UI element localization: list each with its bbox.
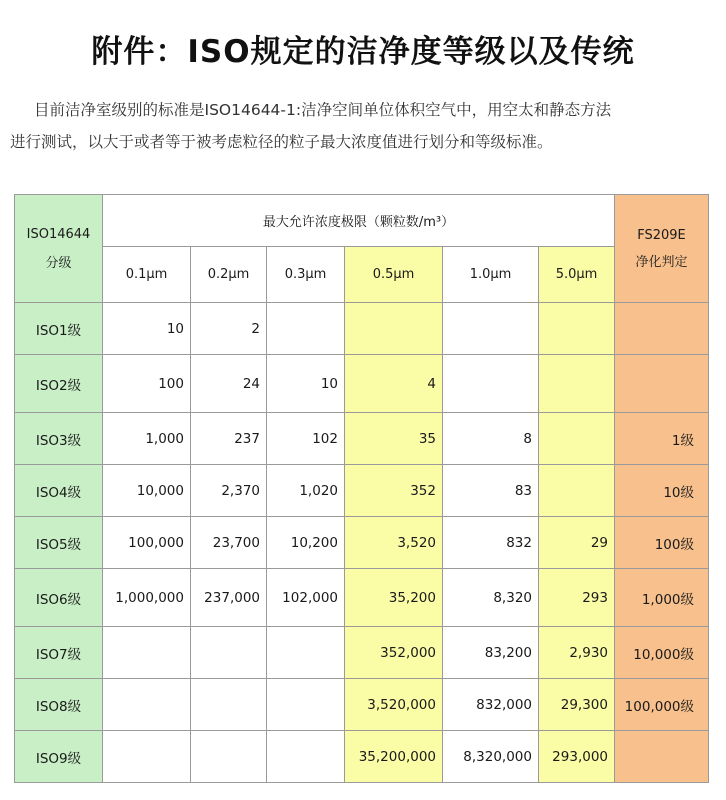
grade-cell: ISO8级 (15, 679, 103, 731)
particle-size-header: 0.1μm (103, 247, 191, 303)
concentration-cell (103, 731, 191, 783)
particle-size-header: 0.5μm (345, 247, 443, 303)
grade-cell: ISO2级 (15, 355, 103, 413)
fs209e-cell (615, 731, 709, 783)
concentration-cell: 10 (267, 355, 345, 413)
concentration-cell (539, 303, 615, 355)
concentration-cell: 1,000 (103, 413, 191, 465)
concentration-cell: 237,000 (191, 569, 267, 627)
concentration-cell: 3,520,000 (345, 679, 443, 731)
concentration-cell (539, 465, 615, 517)
concentration-cell (103, 627, 191, 679)
concentration-cell (267, 679, 345, 731)
concentration-cell: 8,320,000 (443, 731, 539, 783)
concentration-group-header: 最大允许浓度极限（颗粒数/m³） (103, 195, 615, 247)
fs209e-cell: 1级 (615, 413, 709, 465)
intro-line-1: 目前洁净室级别的标准是ISO14644-1:洁净空间单位体积空气中，用空太和静态方法 (34, 101, 612, 119)
fs209e-cell (615, 355, 709, 413)
fs209e-cell: 100,000级 (615, 679, 709, 731)
concentration-cell: 10,200 (267, 517, 345, 569)
grade-cell: ISO7级 (15, 627, 103, 679)
intro-paragraph (10, 94, 720, 158)
concentration-cell: 35 (345, 413, 443, 465)
concentration-cell: 293 (539, 569, 615, 627)
concentration-cell: 2,930 (539, 627, 615, 679)
grade-cell: ISO5级 (15, 517, 103, 569)
concentration-cell: 4 (345, 355, 443, 413)
grade-cell: ISO3级 (15, 413, 103, 465)
fs209e-cell: 10,000级 (615, 627, 709, 679)
concentration-cell: 1,020 (267, 465, 345, 517)
particle-size-header: 1.0μm (443, 247, 539, 303)
concentration-cell (345, 303, 443, 355)
table-row (15, 413, 709, 465)
grade-header-line-2: 分级 (45, 255, 72, 271)
grade-cell: ISO6级 (15, 569, 103, 627)
concentration-cell: 3,520 (345, 517, 443, 569)
concentration-cell: 35,200 (345, 569, 443, 627)
intro-line-2: 进行测试，以大于或者等于被考虑粒径的粒子最大浓度值进行划分和等级标准。 (10, 133, 553, 151)
fs209e-cell: 1,000级 (615, 569, 709, 627)
concentration-cell: 83 (443, 465, 539, 517)
concentration-cell (191, 627, 267, 679)
grade-column-header (15, 195, 103, 303)
cleanliness-table-wrapper (14, 194, 709, 783)
concentration-cell (267, 627, 345, 679)
concentration-cell: 293,000 (539, 731, 615, 783)
fs-header-line-2: 净化判定 (635, 254, 688, 270)
concentration-cell: 35,200,000 (345, 731, 443, 783)
concentration-cell (267, 731, 345, 783)
fs209e-column-header (615, 195, 709, 303)
grade-cell: ISO1级 (15, 303, 103, 355)
cleanliness-grade-table (14, 194, 709, 783)
grade-cell: ISO9级 (15, 731, 103, 783)
concentration-cell: 102,000 (267, 569, 345, 627)
table-row (15, 569, 709, 627)
concentration-cell: 832,000 (443, 679, 539, 731)
concentration-cell: 29 (539, 517, 615, 569)
concentration-cell: 237 (191, 413, 267, 465)
concentration-cell: 24 (191, 355, 267, 413)
concentration-cell: 832 (443, 517, 539, 569)
concentration-cell: 29,300 (539, 679, 615, 731)
table-row (15, 303, 709, 355)
concentration-cell: 8,320 (443, 569, 539, 627)
concentration-cell: 83,200 (443, 627, 539, 679)
concentration-cell: 23,700 (191, 517, 267, 569)
page-title: 附件：ISO规定的洁净度等级以及传统 (91, 34, 635, 70)
concentration-cell: 10 (103, 303, 191, 355)
concentration-cell: 10,000 (103, 465, 191, 517)
concentration-cell (103, 679, 191, 731)
table-row (15, 517, 709, 569)
concentration-cell: 100 (103, 355, 191, 413)
fs209e-cell (615, 303, 709, 355)
concentration-cell (267, 303, 345, 355)
concentration-cell: 1,000,000 (103, 569, 191, 627)
concentration-cell (443, 355, 539, 413)
concentration-cell: 2 (191, 303, 267, 355)
concentration-cell: 102 (267, 413, 345, 465)
particle-size-header: 5.0μm (539, 247, 615, 303)
fs209e-cell: 100级 (615, 517, 709, 569)
table-row (15, 679, 709, 731)
fs209e-cell: 10级 (615, 465, 709, 517)
fs-header-line-1: FS209E (637, 227, 686, 243)
concentration-cell: 8 (443, 413, 539, 465)
table-row (15, 731, 709, 783)
concentration-cell: 2,370 (191, 465, 267, 517)
table-row (15, 627, 709, 679)
particle-size-header: 0.3μm (267, 247, 345, 303)
table-row (15, 355, 709, 413)
table-row (15, 465, 709, 517)
concentration-cell: 100,000 (103, 517, 191, 569)
concentration-cell (539, 413, 615, 465)
grade-header-line-1: ISO14644 (26, 226, 91, 242)
concentration-cell: 352,000 (345, 627, 443, 679)
concentration-cell (191, 679, 267, 731)
concentration-cell: 352 (345, 465, 443, 517)
concentration-cell (539, 355, 615, 413)
grade-cell: ISO4级 (15, 465, 103, 517)
concentration-cell (191, 731, 267, 783)
concentration-cell (443, 303, 539, 355)
particle-size-header: 0.2μm (191, 247, 267, 303)
